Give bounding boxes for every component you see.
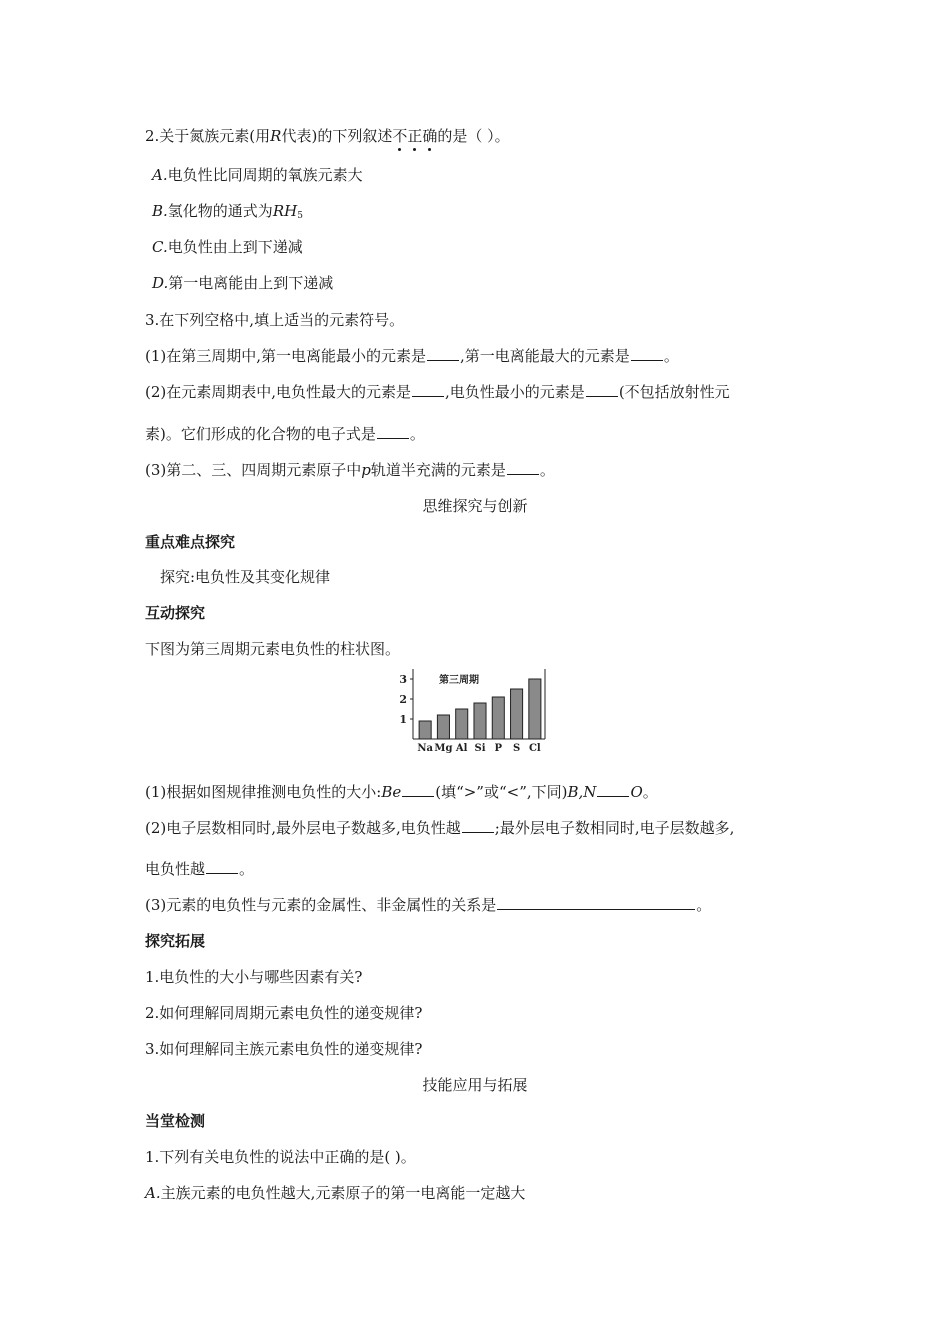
- text: 。: [239, 860, 255, 878]
- q2-stem-part: 2.关于氮族元素(用: [145, 127, 271, 145]
- answer-blank[interactable]: [412, 382, 444, 397]
- x-tick-label: Al: [455, 743, 468, 754]
- text: (2)在元素周期表中,电负性最大的元素是: [145, 383, 412, 401]
- q2-option-d: [152, 273, 333, 293]
- y-tick-label: 2: [399, 693, 407, 706]
- ext-question-2: 2.如何理解同周期元素电负性的递变规律?: [145, 1004, 423, 1022]
- text: ,第一电离能最大的元素是: [460, 347, 630, 365]
- q3-part1: [145, 346, 679, 366]
- q2-option-b: [152, 201, 303, 226]
- q3-part2: [145, 382, 730, 402]
- bar: [474, 703, 486, 739]
- emphasis-char: 确: [422, 127, 438, 145]
- heading-check: 当堂检测: [145, 1112, 206, 1130]
- text: 。: [409, 425, 425, 443]
- bar: [511, 689, 523, 739]
- option-letter: C.: [152, 238, 168, 256]
- electronegativity-bar-chart: [395, 665, 550, 757]
- bar: [437, 715, 449, 739]
- text: 轨道半充满的元素是: [370, 461, 506, 479]
- text: (1)根据如图规律推测电负性的大小:: [145, 783, 382, 801]
- ext-question-3: 3.如何理解同主族元素电负性的递变规律?: [145, 1040, 423, 1058]
- ia-part3: [145, 895, 711, 915]
- text: 。: [539, 461, 555, 479]
- answer-blank[interactable]: [462, 818, 494, 833]
- option-letter: A.: [145, 1184, 161, 1202]
- text: 电负性越: [145, 860, 206, 878]
- q2-stem-part: 的是（ ）。: [437, 127, 510, 145]
- option-text: 主族元素的电负性越大,元素原子的第一电离能一定越大: [160, 1184, 526, 1202]
- x-tick-label: Na: [417, 743, 433, 754]
- answer-blank[interactable]: [402, 782, 434, 797]
- heading-key-points: 重点难点探究: [145, 533, 236, 551]
- formula: RH: [272, 202, 298, 220]
- x-tick-label: Si: [474, 743, 486, 754]
- text: (3)元素的电负性与元素的金属性、非金属性的关系是: [145, 896, 497, 914]
- answer-blank[interactable]: [206, 859, 238, 874]
- bar: [456, 709, 468, 739]
- y-tick-label: 1: [399, 713, 407, 726]
- text: 。: [663, 347, 679, 365]
- x-tick-label: Mg: [434, 743, 453, 754]
- q2-stem-part: 代表)的下列叙述: [281, 127, 393, 145]
- y-tick-label: 3: [399, 673, 407, 686]
- option-text: 电负性由上到下递减: [167, 238, 303, 256]
- x-tick-label: P: [494, 743, 503, 754]
- bar: [492, 697, 504, 739]
- option-letter: A.: [152, 166, 168, 184]
- text: 。: [696, 896, 712, 914]
- q2-stem-r: R: [270, 127, 282, 145]
- section-title: 技能应用与拓展: [422, 1076, 528, 1094]
- chart-title: 第三周期: [439, 675, 479, 686]
- bar: [419, 721, 431, 739]
- element-symbol: Be: [381, 783, 402, 801]
- ext-question-1: 1.电负性的大小与哪些因素有关?: [145, 968, 363, 986]
- emphasis-char: 正: [407, 127, 423, 145]
- ia-part2: [145, 818, 734, 838]
- x-tick-label: Cl: [528, 743, 541, 754]
- text: (1)在第三周期中,第一电离能最小的元素是: [145, 347, 427, 365]
- q3-part2-cont: [145, 424, 425, 444]
- answer-blank[interactable]: [377, 424, 409, 439]
- element-symbol: O: [630, 783, 643, 801]
- text: ,电负性最小的元素是: [445, 383, 585, 401]
- check-q1-stem: 1.下列有关电负性的说法中正确的是( )。: [145, 1148, 416, 1166]
- explore-topic: 探究:电负性及其变化规律: [160, 568, 331, 586]
- option-text: 电负性比同周期的氧族元素大: [167, 166, 363, 184]
- q2-stem: [145, 126, 510, 146]
- text: ;最外层电子数相同时,电子层数越多,: [494, 819, 735, 837]
- answer-blank[interactable]: [586, 382, 618, 397]
- heading-interactive: 互动探究: [145, 604, 206, 622]
- answer-blank[interactable]: [427, 346, 459, 361]
- text: (不包括放射性元: [618, 383, 730, 401]
- q2-option-a: [152, 165, 363, 185]
- element-symbol: B,N: [567, 783, 597, 801]
- answer-blank[interactable]: [631, 346, 663, 361]
- text: (填“>”或“<”,下同): [435, 783, 568, 801]
- q2-option-c: [152, 237, 303, 257]
- text: (2)电子层数相同时,最外层电子数越多,电负性越: [145, 819, 461, 837]
- text: 素)。它们形成的化合物的电子式是: [145, 425, 376, 443]
- orbital-symbol: p: [361, 461, 371, 479]
- text: 。: [642, 783, 658, 801]
- option-text: 第一电离能由上到下递减: [168, 274, 334, 292]
- bar: [529, 679, 541, 739]
- option-text: 氢化物的通式为: [167, 202, 273, 220]
- emphasis-char: 不: [392, 127, 408, 145]
- chart-intro: 下图为第三周期元素电负性的柱状图。: [145, 640, 401, 658]
- text: (3)第二、三、四周期元素原子中: [145, 461, 362, 479]
- answer-blank[interactable]: [507, 460, 539, 475]
- answer-blank[interactable]: [497, 895, 695, 910]
- answer-blank[interactable]: [597, 782, 629, 797]
- q3-part3: [145, 460, 555, 480]
- option-letter: B.: [152, 202, 168, 220]
- heading-extension: 探究拓展: [145, 932, 206, 950]
- check-q1-option-a: [145, 1183, 525, 1203]
- ia-part1: [145, 782, 658, 802]
- ia-part2-cont: [145, 859, 254, 879]
- option-letter: D.: [152, 274, 169, 292]
- x-tick-label: S: [512, 743, 521, 754]
- q3-stem: 3.在下列空格中,填上适当的元素符号。: [145, 311, 405, 329]
- formula-subscript: 5: [297, 211, 303, 221]
- section-title: 思维探究与创新: [422, 497, 528, 515]
